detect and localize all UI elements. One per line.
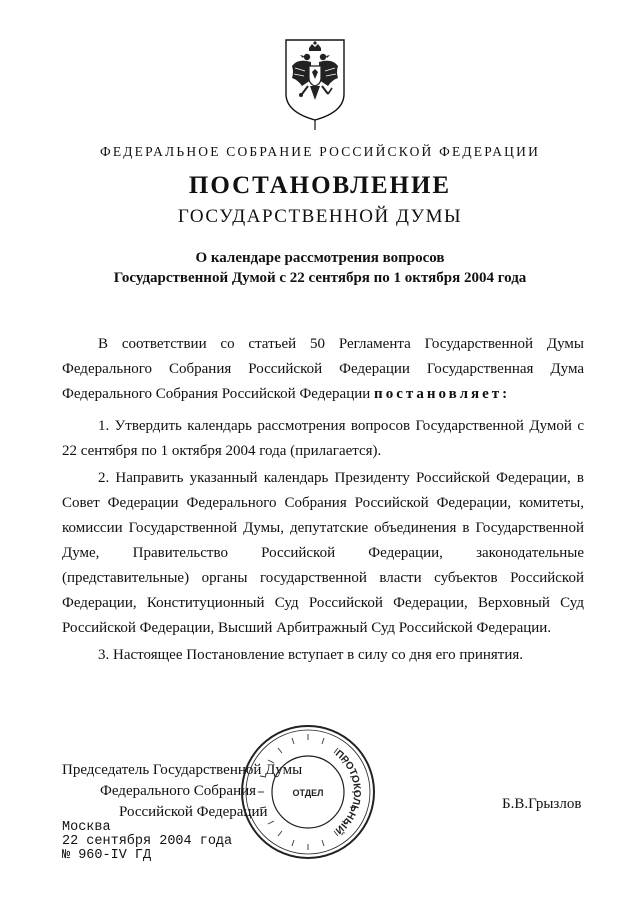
- footer-date: 22 сентября 2004 года: [62, 834, 233, 849]
- seal-center-text: ОТДЕЛ: [292, 788, 324, 798]
- official-seal-stamp: [238, 722, 378, 862]
- document-body: [62, 332, 584, 668]
- subject-line-1: О календаре рассмотрения вопросов: [195, 250, 445, 266]
- organization-name: ФЕДЕРАЛЬНОЕ СОБРАНИЕ РОССИЙСКОЙ ФЕДЕРАЦИИ: [99, 144, 541, 159]
- coat-of-arms-emblem-icon: [280, 36, 350, 132]
- document-subtitle: ГОСУДАРСТВЕННОЙ ДУМЫ: [177, 206, 463, 227]
- seal-ring-text: [333, 748, 362, 837]
- decree-word: постановляет:: [374, 386, 511, 402]
- footer-city: Москва: [62, 820, 111, 835]
- signature-title-line-2: Федерального Собрания: [100, 783, 257, 799]
- signature-title-line-1: Председатель Государственной Думы: [62, 762, 303, 778]
- clause-3: 3. Настоящее Постановление вступает в силу со дня его принятия.: [98, 647, 524, 663]
- subject-line-2: Государственной Думой с 22 сентября по 1 октября 2004 года: [113, 270, 527, 286]
- document-footer: [62, 821, 232, 863]
- clause-2: 2. Направить указанный календарь Президенту Российской Федерации, в Совет Федерации Федерального Собрания Российской Федерации, комитеты, комиссии Государственной Думы, депутатские объединения в Государственной Думе, Правительство Российской Федерации, законодательные (представительные) органы государственной власти субъектов Российской Федерации, Конституционный Суд Российской Федерации, Верховный Суд Российской Федерации, Высший Арбитражный Суд Российской Федерации.: [62, 470, 584, 636]
- footer-number: № 960-IV ГД: [62, 848, 152, 863]
- seal-ring-textpath: ПРОТОКОЛЬНЫЙ: [332, 748, 363, 836]
- preamble-paragraph: [62, 332, 584, 407]
- signature-title-line-3: Российской Федерации: [119, 804, 268, 820]
- clause-1: 1. Утвердить календарь рассмотрения вопросов Государственной Думой с 22 сентября по 1 октября 2004 года (прилагается).: [62, 418, 584, 459]
- document-title: ПОСТАНОВЛЕНИЕ: [188, 172, 452, 199]
- document-subject: [0, 248, 640, 288]
- preamble-text: В соответствии со статьей 50 Регламента Государственной Думы Федерального Собрания Российской Федерации Государственная Дума Федерального Собрания Российской Федерации: [62, 336, 584, 402]
- signer-name: Б.В.Грызлов: [502, 796, 582, 812]
